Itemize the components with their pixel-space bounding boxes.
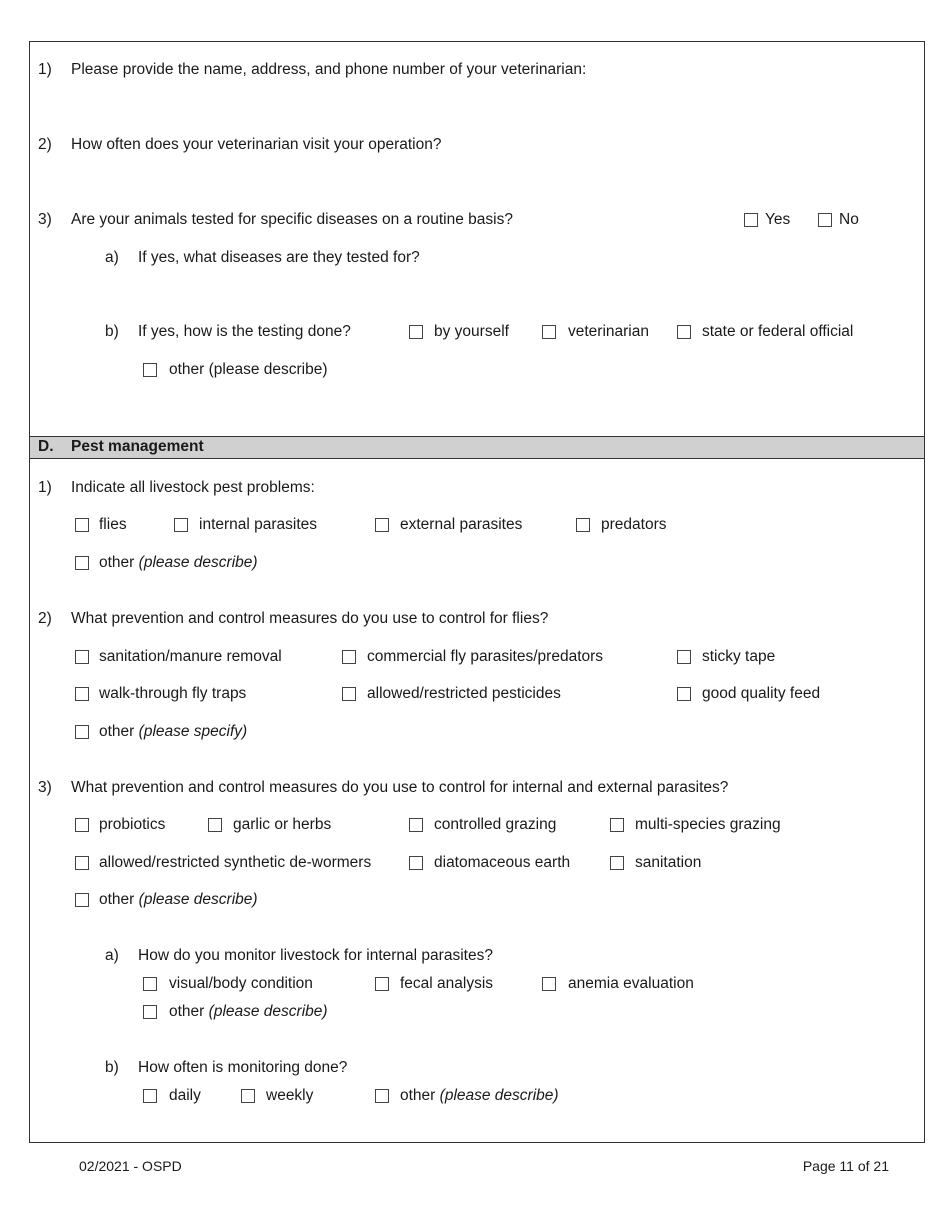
option-label: visual/body condition <box>169 975 313 992</box>
footer-page-number: Page 11 of 21 <box>802 1158 889 1174</box>
checkbox-other[interactable] <box>375 1089 389 1103</box>
option-label: internal parasites <box>199 516 318 533</box>
option-label: state or federal official <box>702 323 854 340</box>
checkbox-controlled-grazing[interactable] <box>409 818 423 832</box>
checkbox-other[interactable] <box>75 893 89 907</box>
section-title: Pest management <box>71 438 204 455</box>
checkbox-flies[interactable] <box>75 518 89 532</box>
sub-question-text: How often is monitoring done? <box>138 1059 348 1076</box>
checkbox-other[interactable] <box>143 1005 157 1019</box>
checkbox-walk-through-fly-traps[interactable] <box>75 687 89 701</box>
other-hint: (please describe) <box>138 891 258 908</box>
checkbox-garlic-or-herbs[interactable] <box>208 818 222 832</box>
other-label: other <box>400 1087 436 1104</box>
checkbox-sanitation-manure-removal[interactable] <box>75 650 89 664</box>
checkbox-other[interactable] <box>143 363 157 377</box>
checkbox-allowed-restricted-pesticides[interactable] <box>342 687 356 701</box>
option-label: good quality feed <box>702 685 821 702</box>
option-label: controlled grazing <box>434 816 557 833</box>
question-text: How often does your veterinarian visit your operation? <box>71 136 442 153</box>
checkbox-diatomaceous-earth[interactable] <box>409 856 423 870</box>
sub-question-letter: a) <box>105 947 119 964</box>
option-label <box>400 1087 559 1105</box>
option-label <box>99 891 258 909</box>
option-label: external parasites <box>400 516 523 533</box>
checkbox-fecal-analysis[interactable] <box>375 977 389 991</box>
other-label: other <box>169 1003 205 1020</box>
option-label: by yourself <box>434 323 509 340</box>
option-label: diatomaceous earth <box>434 854 571 871</box>
option-label: predators <box>601 516 667 533</box>
question-text: Are your animals tested for specific diseases on a routine basis? <box>71 211 513 228</box>
question-number: 2) <box>38 610 52 627</box>
option-label: garlic or herbs <box>233 816 332 833</box>
checkbox-internal-parasites[interactable] <box>174 518 188 532</box>
option-label: allowed/restricted pesticides <box>367 685 561 702</box>
checkbox-predators[interactable] <box>576 518 590 532</box>
option-label: walk-through fly traps <box>99 685 247 702</box>
checkbox-external-parasites[interactable] <box>375 518 389 532</box>
option-label: probiotics <box>99 816 166 833</box>
section-letter: D. <box>38 438 54 455</box>
checkbox-veterinarian[interactable] <box>542 325 556 339</box>
option-label: allowed/restricted synthetic de-wormers <box>99 854 372 871</box>
footer-date: 02/2021 - OSPD <box>79 1158 182 1174</box>
checkbox-sticky-tape[interactable] <box>677 650 691 664</box>
checkbox-state-federal-official[interactable] <box>677 325 691 339</box>
option-label <box>99 723 247 741</box>
question-number: 1) <box>38 61 52 78</box>
no-label: No <box>839 211 859 228</box>
checkbox-other[interactable] <box>75 725 89 739</box>
option-label: veterinarian <box>568 323 649 340</box>
other-hint: (please describe) <box>439 1087 559 1104</box>
option-label: weekly <box>266 1087 314 1104</box>
option-label: sticky tape <box>702 648 776 665</box>
sub-question-letter: b) <box>105 1059 119 1076</box>
question-text: Indicate all livestock pest problems: <box>71 479 315 496</box>
other-hint: (please describe) <box>208 1003 328 1020</box>
option-label <box>169 1003 328 1021</box>
no-checkbox[interactable] <box>818 213 832 227</box>
other-hint: (please describe) <box>138 554 258 571</box>
yes-label: Yes <box>765 211 791 228</box>
sub-question-text: How do you monitor livestock for internal parasites? <box>138 947 493 964</box>
checkbox-daily[interactable] <box>143 1089 157 1103</box>
checkbox-visual-body-condition[interactable] <box>143 977 157 991</box>
other-label: other <box>99 554 135 571</box>
checkbox-multi-species-grazing[interactable] <box>610 818 624 832</box>
option-label: flies <box>99 516 127 533</box>
question-text: What prevention and control measures do you use to control for flies? <box>71 610 549 627</box>
option-label: daily <box>169 1087 201 1104</box>
option-label: commercial fly parasites/predators <box>367 648 604 665</box>
question-number: 1) <box>38 479 52 496</box>
question-text: What prevention and control measures do you use to control for internal and external parasites? <box>71 779 729 796</box>
question-number: 3) <box>38 211 52 228</box>
checkbox-synthetic-de-wormers[interactable] <box>75 856 89 870</box>
other-hint: (please specify) <box>138 723 248 740</box>
other-label: other <box>99 723 135 740</box>
checkbox-anemia-evaluation[interactable] <box>542 977 556 991</box>
checkbox-commercial-fly-parasites[interactable] <box>342 650 356 664</box>
question-text: Please provide the name, address, and phone number of your veterinarian: <box>71 61 587 78</box>
option-label: multi-species grazing <box>635 816 781 833</box>
other-label: other <box>99 891 135 908</box>
sub-question-letter: a) <box>105 249 119 266</box>
checkbox-other[interactable] <box>75 556 89 570</box>
option-label: fecal analysis <box>400 975 494 992</box>
yes-checkbox[interactable] <box>744 213 758 227</box>
sub-question-text: If yes, how is the testing done? <box>138 323 351 340</box>
sub-question-letter: b) <box>105 323 119 340</box>
checkbox-probiotics[interactable] <box>75 818 89 832</box>
option-label: other (please describe) <box>169 361 328 378</box>
question-number: 2) <box>38 136 52 153</box>
sub-question-text: If yes, what diseases are they tested for? <box>138 249 420 266</box>
question-number: 3) <box>38 779 52 796</box>
option-label: sanitation/manure removal <box>99 648 282 665</box>
option-label: sanitation <box>635 854 702 871</box>
option-label: anemia evaluation <box>568 975 694 992</box>
checkbox-good-quality-feed[interactable] <box>677 687 691 701</box>
checkbox-weekly[interactable] <box>241 1089 255 1103</box>
checkbox-by-yourself[interactable] <box>409 325 423 339</box>
option-label <box>99 554 258 572</box>
checkbox-sanitation[interactable] <box>610 856 624 870</box>
